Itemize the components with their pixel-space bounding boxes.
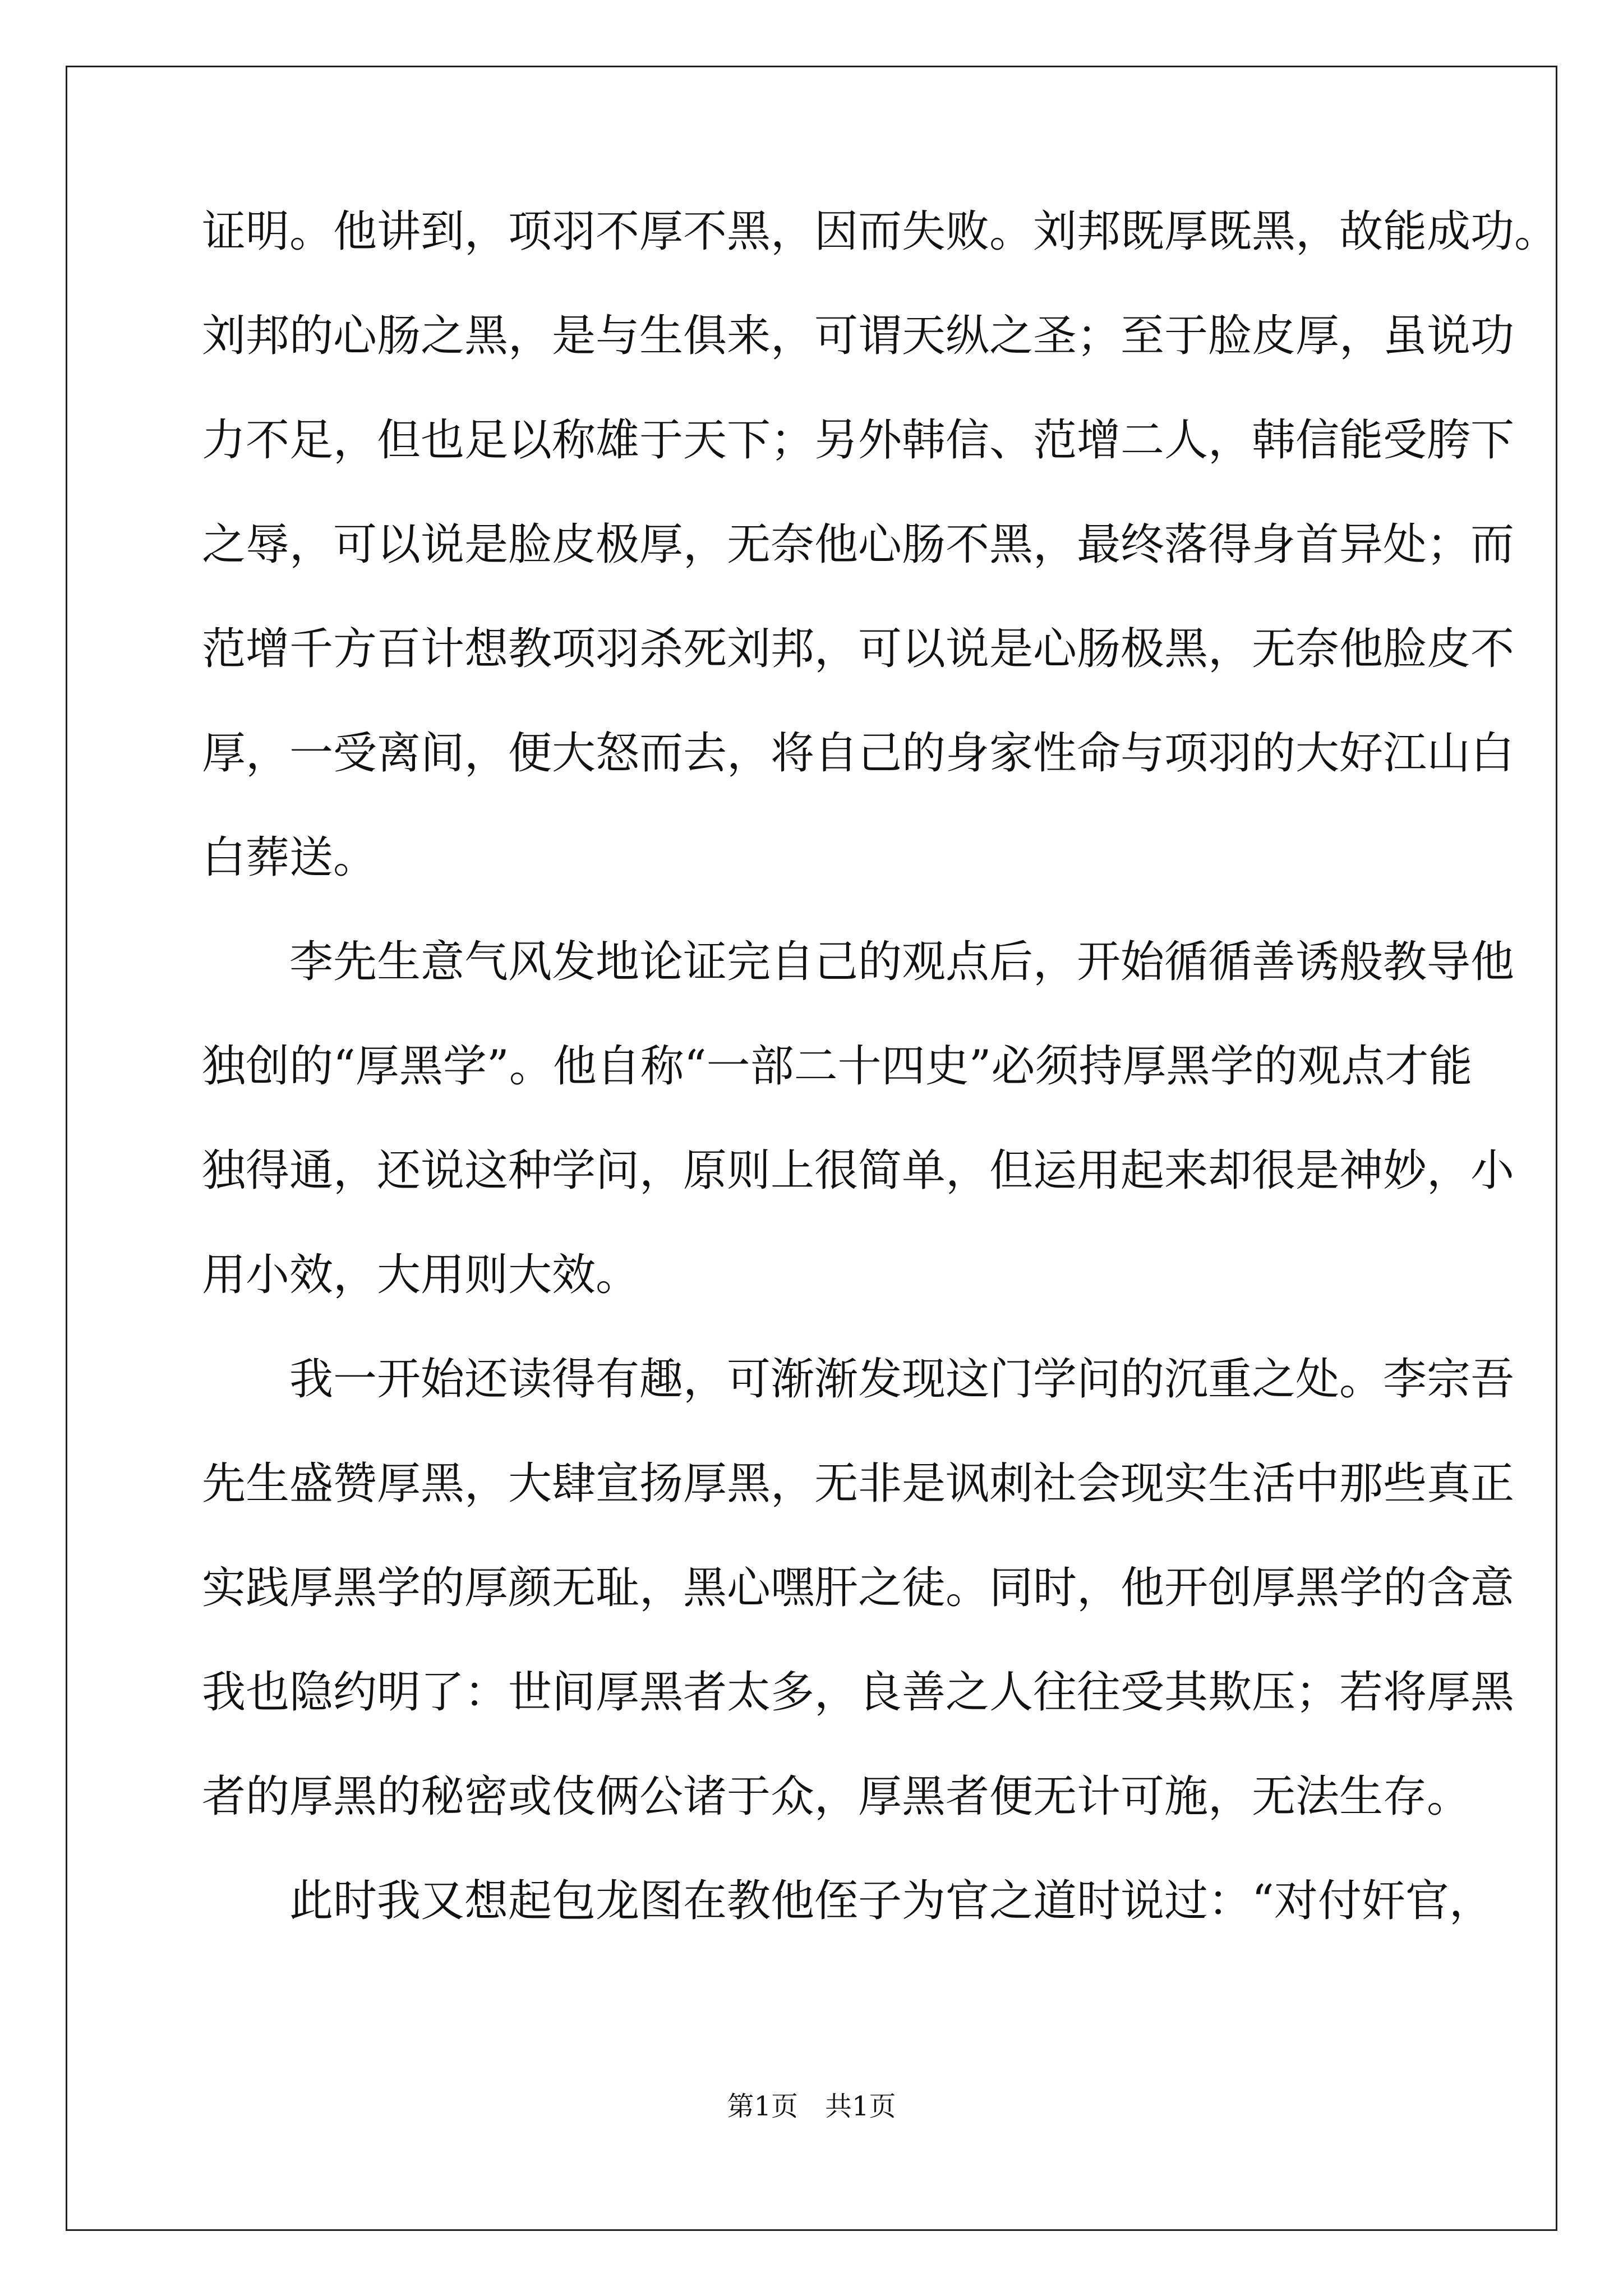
text-line: 白葬送。 <box>202 832 377 883</box>
paragraph-start-line: 李先生意气风发地论证完自己的观点后，开始循循善诱般教导他 <box>289 937 1515 987</box>
document-body <box>202 205 1559 1978</box>
text-line: 独创的“厚黑学”。他自称“一部二十四史”必须持厚黑学的观点才能 <box>202 1041 1473 1092</box>
text-line: 我也隐约明了：世间厚黑者太多，良善之人往往受其欺压；若将厚黑 <box>202 1667 1515 1718</box>
text-line: 刘邦的心肠之黑，是与生俱来，可谓天纵之圣；至于脸皮厚，虽说功 <box>202 311 1515 361</box>
text-line: 用小效，大用则大效。 <box>202 1250 640 1300</box>
text-line: 独得通，还说这种学问，原则上很简单，但运用起来却很是神妙，小 <box>202 1145 1515 1196</box>
text-line: 者的厚黑的秘密或伎俩公诸于众，厚黑者便无计可施，无法生存。 <box>202 1772 1471 1822</box>
text-line: 实践厚黑学的厚颜无耻，黑心嘿肝之徒。同时，他开创厚黑学的含意 <box>202 1563 1515 1613</box>
page-number-label: 第1页 共1页 <box>727 2091 896 2122</box>
text-line: 厚，一受离间，便大怒而去，将自己的身家性命与项羽的大好江山白 <box>202 728 1515 779</box>
text-line: 力不足，但也足以称雄于天下；另外韩信、范增二人，韩信能受胯下 <box>202 415 1515 466</box>
text-line: 之辱，可以说是脸皮极厚，无奈他心肠不黑，最终落得身首异处；而 <box>202 519 1515 570</box>
paragraph-start-line: 此时我又想起包龙图在教他侄子为官之道时说过：“对付奸官， <box>289 1876 1493 1926</box>
text-line: 证明。他讲到，项羽不厚不黑，因而失败。刘邦既厚既黑，故能成功。 <box>202 206 1559 257</box>
page-footer <box>0 2090 1623 2123</box>
paragraph-start-line: 我一开始还读得有趣，可渐渐发现这门学问的沉重之处。李宗吾 <box>289 1354 1515 1405</box>
text-line: 先生盛赞厚黑，大肆宣扬厚黑，无非是讽刺社会现实生活中那些真正 <box>202 1458 1515 1509</box>
text-line: 范增千方百计想教项羽杀死刘邦，可以说是心肠极黑，无奈他脸皮不 <box>202 624 1515 674</box>
